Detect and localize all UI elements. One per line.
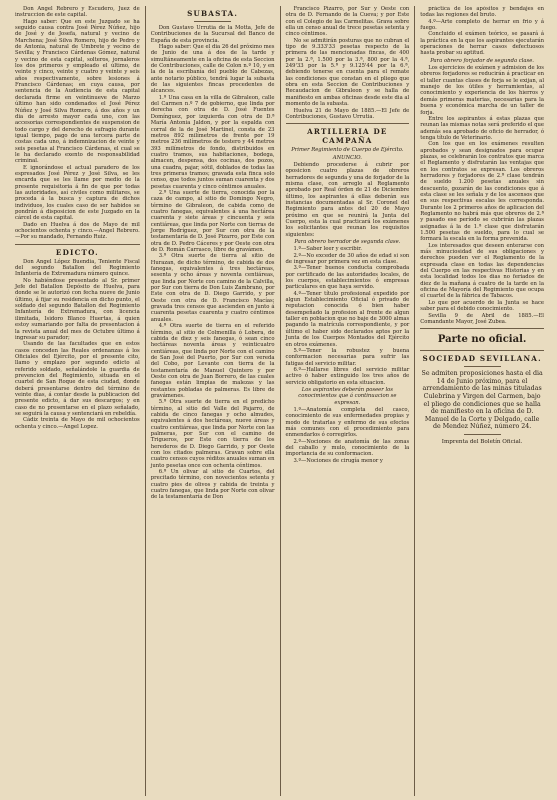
paragraph: 2.º—Nociones de anatomía de las zonas del caballo y mulo, conocimiento de la importancia de su conformacion. [285,438,410,458]
paragraph: Dado en Huelva á dos de Mayo de mil ochocientos ochenta y cinco.—Angel Rebrero.—Por su mandado, Fernando Ruiz. [15,221,140,241]
column-1 [10,6,145,796]
section-heading: Parte no oficial. [437,334,527,346]
column-2 [145,6,280,796]
column-4 [414,6,549,796]
paragraph: Lo que por acuerdo de la Junta se hace saber para el debido conocimiento. [420,299,544,313]
paragraph: Sevilla 9 de Abril de 1885.—El Comandante Mayor, José Zubea. [420,312,544,325]
divider [194,21,231,22]
paragraph: 6.º—Hallarse libres del servicio militar activo ó haber extinguido los tres años de servicio obligatorio en esta situacion. [285,366,410,386]
paragraph: 4.ª Otra suerte de tierra en el referido término, al sitio de Colmenilla ó Lobera, de cabida de diez y seis fanegas, ó sean cinco hectáreas noventa áreas y veinticuatro centiáreas, que linda por Norte con el camino de San José del Puerto, por Sur con vereda del Cobo, por Levante con tierra de la testamentaría de Manuel Quintero y por Oeste con otra de Juan Borrero, de las cuales fanegas están limpias de malezas y las restantes pobladas de palmeras. Es libre de gravámenes. [150,323,275,399]
paragraph: Debiendo procederse á cubrir por oposicion cuatro plazas de obreros herradores de segunda y una de forjador de la misma clase, con arreglo al Reglamento aprobado por Real órden de 21 de Diciembre último, los aspirantes á ellas deberán sus instancias documentadas al Sr. Coronel del Regimiento para antes del 20 de Mayo próximo en que se reunirá la Junta del Cuerpo, esta la cual practicará los exámenes los solicitantes que reunan los requisitos siguientes: [285,161,410,238]
paragraph: E ignorándose el actual paradero de los espresados José Pérez y José Silva, se les encarda que se les llame por medio de la presente requisitoria á fin de que por todas las autoridades, así civiles como militares, se proceda á la busca y captura de dichos individuos, los cuales caso de ser habidos se pondrán á disposicion de este Juzgado en la cárcel de esta capital. [15,164,140,222]
paragraph: práctica de los apósitos y bendajes en todas las regiones del bruto. [420,6,544,19]
paragraph: No se admitirán posturas que no cubran el tipo de 9.333'33 pesetas respecto de la primera de las mencionadas fincas, de 400 por la 2.ª, 1.500 por la 3.ª, 800 por la 4.ª, 249'33 por la 5.ª y 9.125'44 por la 6.ª, debiendo tenerse en cuenta para el remate las condiciones que constan en el pliego que obra en esta Seccion de Contribuciones y Recaudacion de Gibraleon y se halla de manifiesto en ambas oficinas desde este dia al momento de la subasta. [285,37,410,108]
paragraph: Usando de las facultades que en estos casos conceden las Reales ordenanzas á los Oficiales del Ejército, por el presente cito, llamo y emplazo por segundo edicto al referido soldado, señalándole la guardia de prevencion del Regimiento, situada en el cuartel de San Roque de esta ciudad, donde deberá presentarse dentro del término de veinte días, á contar desde la publicacion del presente edicto, á dar sus descargos; y en caso de no presentarse en el plazo señalado, se seguirá la causa y sentenciará en rebeldía. [15,341,140,417]
paragraph: Cádiz treinta de Mayo de mil ochocientos ochenta y cinco.—Angel Lopez. [15,417,140,430]
subheading: Para obrero herrador de segunda clase. [294,239,401,245]
divider [464,366,501,367]
section-heading: SOCIEDAD SEVILLANA. [422,354,542,364]
paragraph: Hago saber: Que el dia 26 del próximo mes de Junio de una á dos de la tarde y simultáneamente en la oficina de esta Seccion de Contribuciones, calle de Colon n.º 10, y en la de la escribanía del pueblo de Cabezas, ante notario público, tendrá lugar la subasta de las siguientes fincas procedentes de alcances. [150,44,275,95]
subheading: Para obrero forjador de segunda clase. [430,57,534,64]
subheading: ANUNCIO. [332,154,362,161]
paragraph: Entre los aspirantes á estas plazas que reunan las mismas notas será preferido el que además sea aprobado de oficio de herrador, ó tenga título de Veterinario. [420,115,544,141]
paragraph: Don Angel López Buendia, Teniente Fiscal del segundo Batallon del Regimiento Infantería de Extremadura número quince. [15,258,140,278]
imprint-text: Imprenta del Boletín Oficial. [441,438,523,445]
paragraph: 3.º—Nociones de cirugía menor y [293,457,383,464]
paragraph: 4.º—Tener título profesional expedido por algun Establecimiento Oficial ó privado de reputacion conocida ó bien haber desempeñado la profesion al frente de algun taller en poblacion que no baje de 3000 almas pagando la matrícula correspondiente, y por último el haber sido declarados aptos por la Junta de los Cuerpos Montados del Ejército en otros exámenes. [285,290,410,348]
paragraph: Los interesados que deseen enterarse con más minuciosidad de sus obligaciones y derechos pueden ver el Reglamento de la expresada clase en todas las dependencias del Cuerpo en las respectivas Historias y en esta localidad todos los dias no feriados de diez de la mañana á cuatro de la tarde en la oficina de Mayoría del Regimiento que ocupa el cuartel de la fábrica de Tabacos. [420,242,544,300]
advertisement-text: Se admiten proposiciones hasta el dia 14 de Junio próximo, para el arrendamiento de las minas tituladas Culebrina y Virgen del Carmen, bajo el pliego de condiciones que se halla de manifiesto en la oficina de D. Manuel de la Corte y Delgado, calle de Mendez Núñez, número 24. [421,370,543,431]
paragraph: Concluido el exámen teórico, se pasará á la práctica en la que los aspirantes ejecutarán operaciones de herrar casos defectuosos hasta probar su aptitud. [420,31,544,57]
divider [286,123,410,124]
divider [420,350,544,351]
paragraph: Con los que en los exámenes resulten aprobados y sean designados para ocupar plazas, se celebrarán los contratos que marca el Reglamento y disfrutarán las ventajas que en los contratos se expresan. Los obreros herradores y forjadores de 2.ª clase tendrán de sueldo 1.200 pesetas anuales sin descuento, gozarán de las condiciones que á esta clase se les señala y de los ascensos que en sus respectivas escalas les corresponda. Durante los 2 primeros años de aplicacion del Reglamento no habrá más que obreros de 2.ª y pasado ese período se cubrirán las plazas asignadas á la de 1.ª clase que disfrutarán 1.500 pesetas de sueldo, para lo cual se formará la escala en la forma prevenida. [420,141,544,243]
section-heading: EDICTO. [55,247,99,257]
paragraph: Don Gustavo Urrutia de la Motta, Jefe de Contribuciones de la Sucursal del Banco de España de esta provincia. [150,25,275,44]
section-heading: SUBASTA. [187,9,239,18]
paragraph: Francisco Pizarro, por Sur y Oeste con otra de D. Fernando de la Cueva; y por Este con el Colegio de las Carmelitas. Grava sobre ella un censo anual de trece pesetas setenta y cinco céntimos. [285,6,410,38]
paragraph: 4.º—Arte completo de herrar en frio y á fuego. [420,18,544,32]
paragraph: Los ejercicios de exámen y admision de los obreros forjadores se reducirán á practicar en el taller cuantas clases de forja se le exijan, al manejo de los útiles y herramientas, al conocimiento y experiencia de los hierros y demás primeras materias, necesarias para la buena y económica marcha de un taller de forja. [420,65,544,116]
column-3 [280,6,415,796]
divider [15,244,140,245]
subheading: Primer Regimiento de Cuerpo de Ejército. [291,147,404,154]
paragraph: 2.ª Una suerte de tierra, conocida por la caza de campo, al sitio de Domingo Negro, término de Gibraleon, de cabida como de cuatro fanegas, equivalentes á una hectárea cuarenta y siete áreas y cincuenta y seis centiáreas, que linda por Norte con tierras de Jorge Rodríguez, por Sur con otra de la testamentaría de D. José Pizarro, por Este con otra de D. Pedro Cáceres y por Oeste con otra de D. Román Carrasco, libre de gravámen. [150,189,275,254]
paragraph: 1.º—Anatomía completa del casco, conocimiento de sus enfermedades propias y modo de tratarlas y enfermo de sus efectos más comunes con el procedimiento para enmendarlos ó corregirlos. [285,406,410,439]
subheading: Los aspirantes deberán poseer los conocimientos que á continuacion se expresan. [298,386,397,406]
paragraph: Huelva 21 de Mayo de 1885.—El Jefe de Contribuciones, Gustavo Urrutia. [285,107,410,120]
divider [464,434,501,435]
paragraph: 3.ª Otra suerte de tierra al sitio de Hurazan, de dicho término, de cabida de dos fanegas, equivalentes á tres hectáreas, sesenta y ocho áreas y noventa centiáreas, que linda por Norte con camino de la Calvilla, por Sur con tierra de Don Luis Zambrano, por Este con otra de D. Diego Garrido, y por Oeste con otra de D. Francisco Macías; gravada tres censos que ascienden en junto á cuarenta pesetas cuarenta y cuatro céntimos anuales. [150,253,275,323]
paragraph: 5.ª Otra suerte de tierra en el predicho término, al sitio del Valle del Pajarro, de cabida de cinco fanegas y ocho almudes, equivalentes á dos hectáreas, nueve áreas y cuatro centiáreas, que linda por Norte con las palmeras, por Sur con el camino de Trigueros, por Este con tierra de los herederos de D. Diego Garrido, y por Oeste con los citados palmeras. Gravan sobre ella cuatro censos cuyos réditos anuales suman en junto pesetas once con ochenta céntimos. [150,399,275,469]
paragraph: 5.º—Tener la robustez y buena conformacion necesarias para sufrir las fatigas del servicio militar. [285,347,410,367]
paragraph: 1.º—Saber leer y escribir. [293,246,362,253]
paragraph: 6.ª Un olivar al sitio de Cuartos, del precitado término, con novecientos setenta y cuatro pies de olivos y cabida de treinta y cuatro fanegas, que linda por Norte con olivar de la testamentaría de Don [150,469,275,501]
divider [420,328,544,329]
paragraph: 1.ª Una casa en la villa de Gibraleon, calle del Carmen n.º 7 de gobierno, que linda por derecha con otra de D. José Fuentes Domínguez, por izquierda con otra de D.ª María Antonia Jaldon, y por la espalda con corral de la de José Martinel, consta de 23 metros 892 milímetros de frente por 19 metros 236 milímetros de testero y 44 metros 393 milímetros de fondo, distribuidos en cuatro tramos, sus habitaciones, bodega, almacen, despensa, dos cocinas, dos pozos, una cuadra, pajar, sótil, doblados de todas las tres primeras tramos; gravada esta finca solo censo, que todos juntos suman cuarenta y dos pesetas cuarenta y cinco céntimos anuales. [150,94,275,190]
paragraph: 3.º—Tener buenos conducta comprobada por certificado de las autoridades locales, de los cuerpos, establecimientos ó empresas particulares en que haya servido. [285,265,410,291]
paragraph: Don Angel Rebrero y Escudero, Juez de instruccion de este capital. [15,6,140,19]
paragraph: 2.º—No exceder de 30 años de edad si son de ingresar por primera vez en esta clase. [285,252,410,266]
section-heading: ARTILLERIA DE CAMPAÑA [307,127,388,146]
paragraph: No habiéndose presentado al Sr. primer Jefe del Batallon Depósito de Huelva, para donde se le autorizó con fecha nueve de Junio último, á fijar su residencia en dicho punto, el soldado del segundo Batallon del Regimiento Infantería de Extremadura, con licencia ilimitada, Isidoro Blanco Huertas, á quien estoy sumariando por falta de presentacion á la revista anual del mes de Octubre último á ingresar su parador; [15,277,140,341]
paragraph: Hago saber: Que en este Juzgado se ha seguido causa contra José Pérez Núñez, hijo de José y de Josefa, natural y vecino de Marchena; José Silva Romero, hijo de Pedro y de Antonia, natural de Umbrete y vecino de Sevilla; y Francisco Cárdenas Gómez, natural y vecino de esta capital, solteros, jornaleros los dos primeros y empleado el último, de veinte y cinco, veinte y cuatro y veinte y seis años respectivamente, sobre lesiones á Francisco Cárdenas; en cuya causa, por sentencia de la Audiencia de esta capital declarada firme en veintinueve de Marzo último han sido condenados el José Pérez Núñez y José Silva Romero, á dos años y un dia de arresto mayor cada uno, con las accesorias correspondientes de suspension de todo cargo y del derecho de sufragio durante igual tiempo, pago de una tercera parte de costas cada uno, á indemnizacion de veinte y seis pesetas al Francisco Cárdenas, el cual se le ha declarado exento de responsabilidad criminal. [15,18,140,165]
